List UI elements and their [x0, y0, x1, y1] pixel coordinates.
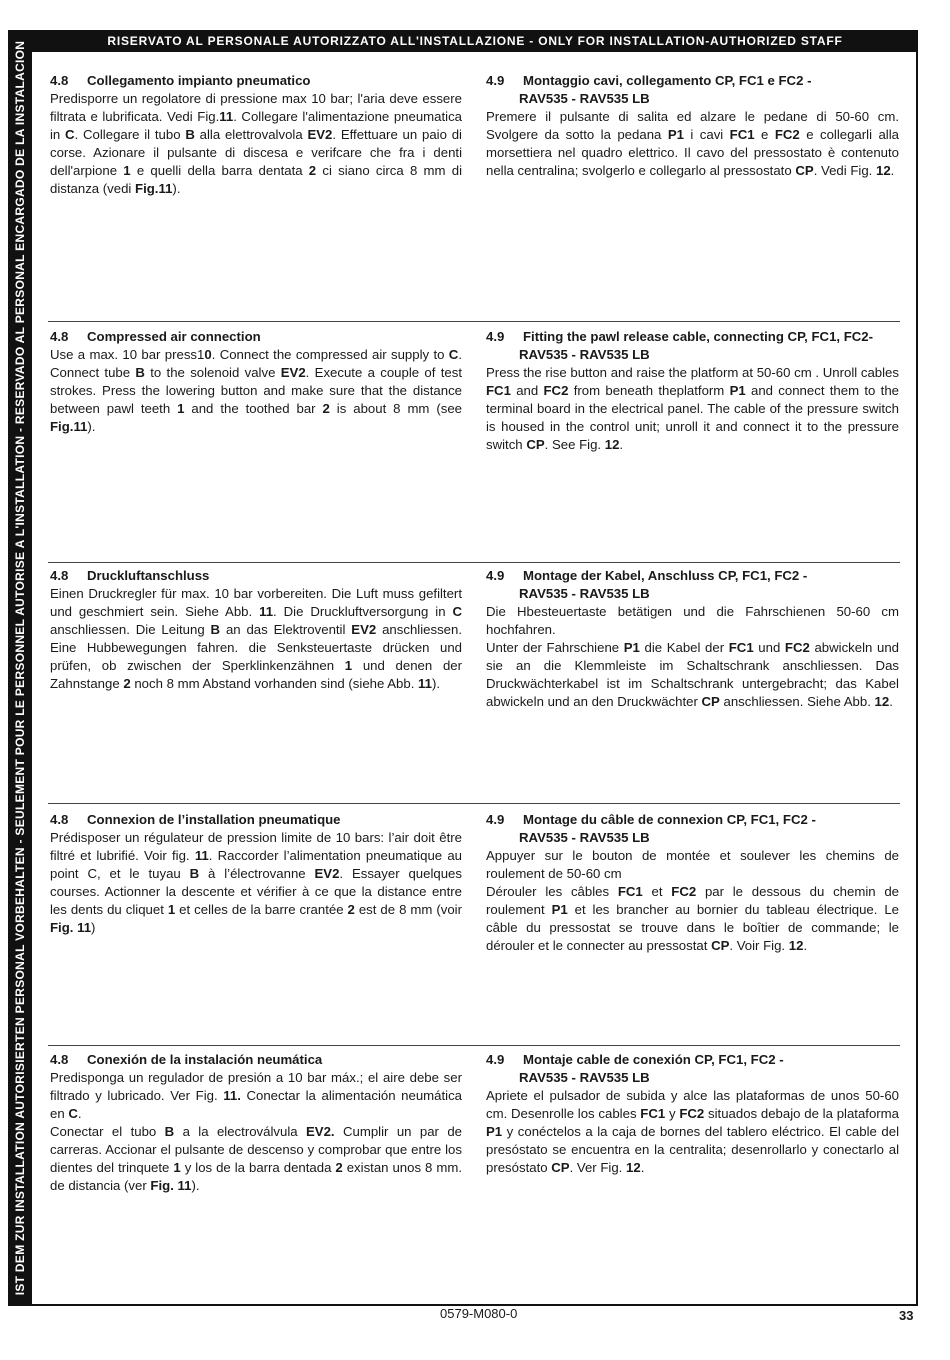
section-fr-right: [486, 811, 899, 955]
section-subtitle: RAV535 - RAV535 LB: [519, 586, 650, 601]
section-en-right: [486, 328, 899, 454]
section-body: Predisporre un regolatore di pressione max 10 bar; l'aria deve essere filtrata e lubrificata. Vedi Fig.11. Collegare l'alimentazione pneumatica in C. Collegare il tubo B alla elettrovalvola EV2. Effettuare un paio di corse. Azionare il pulsante di discesa e verifcare che fra i denti dell'arpione 1 e quelli della barra dentata 2 ci siano circa 8 mm di distanza (vedi Fig.11).: [50, 91, 462, 196]
section-body: Predisponga un regulador de presión a 10 bar máx.; el aire debe ser filtrado y lubricado. Ver Fig. 11. Conectar la alimentación neumática en C. Conectar el tubo B a la electroválvula EV2. Cumplir un par de carreras. Accionar el pulsante de descenso y comprobar que entre los dientes del trinquete 1 y los de la barra dentada 2 existan unos 8 mm. de distancia (ver Fig. 11).: [50, 1070, 463, 1193]
section-heading: [50, 567, 462, 585]
section-title: Montage du câble de connexion CP, FC1, FC2 -: [523, 812, 816, 827]
section-body: Use a max. 10 bar press10. Connect the compressed air supply to C. Connect tube B to the solenoid valve EV2. Execute a couple of test strokes. Press the lowering button and make sure that the distance between pawl teeth 1 and the toothed bar 2 is about 8 mm (see Fig.11).: [50, 347, 462, 434]
section-number: 4.8: [50, 568, 69, 583]
section-body: Die Hbesteuertaste betätigen und die Fahrschienen 50-60 cm hochfahren. Unter der Fahrschiene P1 die Kabel der FC1 und FC2 abwickeln und sie an die Klemmleiste im Schaltschrank anschliessen. Das Druckwächterkabel ist im Schaltschrank untergebracht; das Kabel abwickeln und an den Druckwächter CP anschliessen. Siehe Abb. 12.: [486, 604, 899, 709]
section-heading: [486, 72, 899, 90]
section-number: 4.8: [50, 73, 69, 88]
section-body: Einen Druckregler für max. 10 bar vorbereiten. Die Luft muss gefiltert und geschmiert sein. Siehe Abb. 11. Die Druckluftversorgung in C anschliessen. Die Leitung B an das Elektroventil EV2 anschliessen. Eine Hubbewegungen fahren. die Senksteuertaste drücken und prüfen, ob zwischen der Sperklinkenzähnen 1 und denen der Zahnstange 2 noch 8 mm Abstand vorhanden sind (siehe Abb. 11).: [50, 586, 463, 691]
frame-right-border: [916, 30, 918, 1306]
section-divider: [48, 562, 900, 563]
section-heading: [50, 1051, 462, 1069]
section-fr-left: [50, 811, 462, 937]
page-number: 33: [899, 1308, 914, 1323]
section-title: Compressed air connection: [87, 329, 261, 344]
section-number: 4.9: [486, 812, 505, 827]
section-divider: [48, 803, 900, 804]
section-number: 4.8: [50, 1052, 69, 1067]
section-title: Connexion de l’installation pneumatique: [87, 812, 341, 827]
section-title: Montaggio cavi, collegamento CP, FC1 e FC2 -: [523, 73, 812, 88]
section-body: Premere il pulsante di salita ed alzare le pedane di 50-60 cm. Svolgere da sotto la pedana P1 i cavi FC1 e FC2 e collegarli alla morsettiera nel quadro elettrico. Il cavo del pressostato è contenuto nella centralina; svolgerlo e collegarlo al pressostato CP. Vedi Fig. 12.: [486, 109, 899, 178]
section-heading: [486, 811, 899, 829]
section-body: Apriete el pulsador de subida y alce las plataformas de unos 50-60 cm. Desenrolle los cables FC1 y FC2 situados debajo de la plataforma P1 y conéctelos a la caja de bornes del tablero eléctrico. El cable del presóstato se encuentra en la centralita; desenrollarlo y conectarlo al presóstato CP. Ver Fig. 12.: [486, 1088, 899, 1175]
section-body: Press the rise button and raise the platform at 50-60 cm . Unroll cables FC1 and FC2 from beneath theplatform P1 and connect them to the terminal board in the electrical panel. The cable of the pressure switch is housed in the control unit; unroll it and connect it to the pressure switch CP. See Fig. 12.: [486, 365, 899, 452]
section-body: Appuyer sur le bouton de montée et soulever les chemins de roulement de 50-60 cm Dérouler les câbles FC1 et FC2 par le dessous du chemin de roulement P1 et les brancher au bornier du tableau électrique. Le câble du pressostat se trouve dans le boîtier de commande; le dérouler et le connecter au pressostat CP. Voir Fig. 12.: [486, 848, 900, 953]
section-subtitle: RAV535 - RAV535 LB: [519, 830, 650, 845]
section-es-left: [50, 1051, 462, 1195]
section-title: Druckluftanschluss: [87, 568, 210, 583]
section-subtitle: RAV535 - RAV535 LB: [519, 1070, 650, 1085]
section-title: Fitting the pawl release cable, connecting CP, FC1, FC2-: [523, 329, 874, 344]
section-title: Conexión de la instalación neumática: [87, 1052, 323, 1067]
top-banner: RISERVATO AL PERSONALE AUTORIZZATO ALL'INSTALLAZIONE - ONLY FOR INSTALLATION-AUTHORIZED STAFF: [32, 30, 918, 52]
section-subtitle: RAV535 - RAV535 LB: [519, 91, 650, 106]
section-heading: [50, 811, 462, 829]
section-heading: [486, 1051, 899, 1069]
section-heading: [50, 72, 462, 90]
section-en-left: [50, 328, 462, 436]
section-title: Montaje cable de conexión CP, FC1, FC2 -: [523, 1052, 784, 1067]
section-it-right: [486, 72, 899, 180]
section-number: 4.9: [486, 1052, 505, 1067]
section-body: Prédisposer un régulateur de pression limite de 10 bars: l’air doit être filtré et lubrifié. Voir fig. 11. Raccorder l’alimentation pneumatique au point C, et le tuyau B à l’électrovanne EV2. Essayer quelques courses. Actionner la descente et vérifier à ce que la distance entre les dents du cliquet 1 et celles de la barre crantée 2 est de 8 mm (voir Fig. 11): [50, 830, 463, 935]
section-number: 4.9: [486, 73, 505, 88]
section-de-right: [486, 567, 899, 711]
side-banner-text: IST DEM ZUR INSTALLATION AUTORISIERTEN PERSONAL VORBEHALTEN - SEULEMENT POUR LE PERSONNEL AUTORISE A L'INSTALLATION - RESERVADO AL PERSONAL ENCARGADO DE LA INSTALACION: [13, 40, 27, 1296]
section-heading: [50, 328, 462, 346]
section-heading: [486, 328, 899, 346]
section-title: Collegamento impianto pneumatico: [87, 73, 311, 88]
section-title: Montage der Kabel, Anschluss CP, FC1, FC2 -: [523, 568, 808, 583]
section-number: 4.9: [486, 329, 505, 344]
section-de-left: [50, 567, 462, 693]
section-divider: [48, 321, 900, 322]
section-heading: [486, 567, 899, 585]
section-subtitle: RAV535 - RAV535 LB: [519, 347, 650, 362]
section-divider: [48, 1045, 900, 1046]
section-number: 4.8: [50, 329, 69, 344]
section-number: 4.8: [50, 812, 69, 827]
section-number: 4.9: [486, 568, 505, 583]
section-es-right: [486, 1051, 899, 1177]
document-code: 0579-M080-0: [440, 1306, 518, 1321]
section-it-left: [50, 72, 462, 198]
